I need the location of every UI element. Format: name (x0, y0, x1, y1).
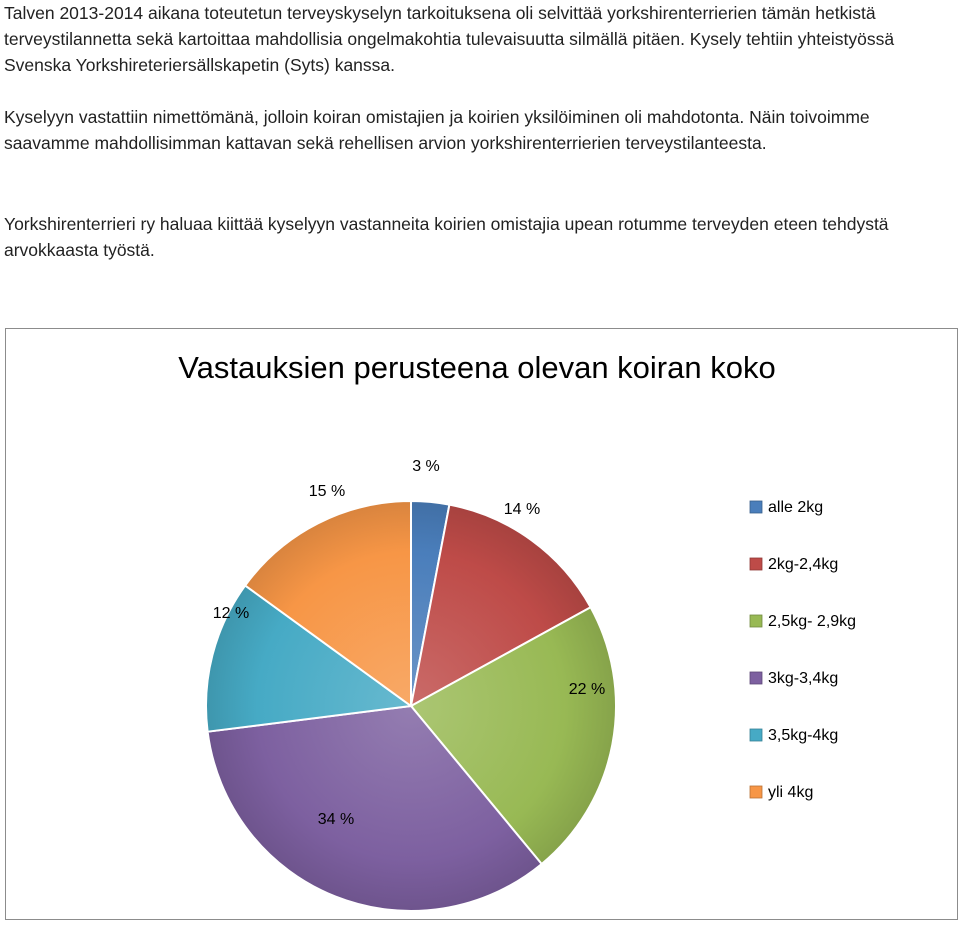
legend-swatch-2kg-2-4kg (750, 558, 762, 570)
data-label-3kg-3-4kg: 34 % (317, 811, 355, 828)
data-label-alle-2kg: 3 % (412, 458, 440, 475)
legend-label-3-5kg-4kg: 3,5kg-4kg (768, 727, 839, 744)
pie-slices (206, 501, 616, 911)
legend-swatch-3-5kg-4kg (750, 729, 762, 741)
legend-label-alle-2kg: alle 2kg (768, 499, 824, 516)
anonymity-paragraph: Kyselyyn vastattiin nimettömänä, jolloin koiran omistajien ja koirien yksilöiminen oli mahdotonta. Näin toivoimme saavamme mahdollisimman kattavan sekä rehellisen arvion yorkshirenterrierien terveystilanteesta. (4, 107, 870, 153)
intro-paragraph: Talven 2013-2014 aikana toteutetun terveyskyselyn tarkoituksena oli selvittää yorkshirenterrierien tämän hetkistä terveystilannetta sekä kartoittaa mahdollisia ongelmakohtia tulevaisuutta silmällä pitäen. Kysely tehtiin yhteistyössä Svenska Yorkshireteriersällskapetin (Syts) kanssa. (4, 3, 895, 75)
pie-chart (6, 329, 957, 919)
data-label-2kg-2-4kg: 14 % (503, 501, 541, 518)
chart-legend (750, 499, 856, 801)
chart-title: Vastauksien perusteena olevan koiran koko (178, 350, 776, 385)
thanks-paragraph: Yorkshirenterrieri ry haluaa kiittää kyselyyn vastanneita koirien omistajia upean rotumme terveyden eteen tehdystä arvokkaasta työstä. (4, 214, 889, 260)
legend-label-2-5kg-2-9kg: 2,5kg- 2,9kg (768, 613, 857, 630)
legend-swatch-alle-2kg (750, 501, 762, 513)
legend-label-3kg-3-4kg: 3kg-3,4kg (768, 670, 839, 687)
legend-label-yli-4kg: yli 4kg (768, 784, 814, 801)
data-label-yli-4kg: 15 % (308, 483, 346, 500)
legend-swatch-2-5kg-2-9kg (750, 615, 762, 627)
legend-swatch-3kg-3-4kg (750, 672, 762, 684)
data-label-2-5kg-2-9kg: 22 % (568, 681, 606, 698)
legend-swatch-yli-4kg (750, 786, 762, 798)
pie-chart-container (5, 328, 958, 920)
legend-label-2kg-2-4kg: 2kg-2,4kg (768, 556, 839, 573)
data-label-3-5kg-4kg: 12 % (212, 605, 250, 622)
